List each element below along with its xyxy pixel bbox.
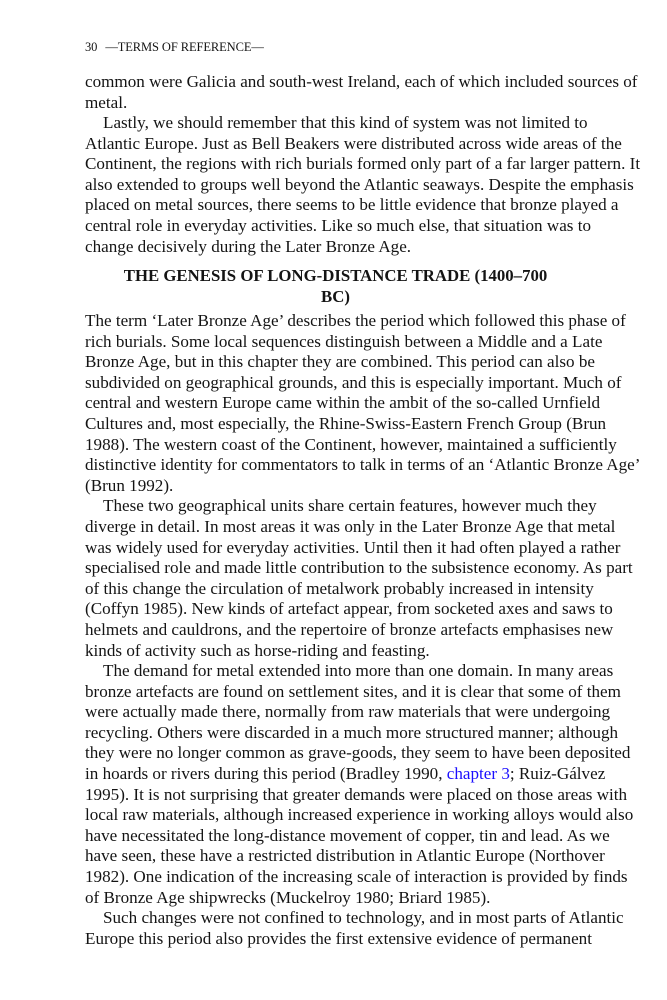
text-line: Europe this period also provides the first extensive evidence of permanent — [85, 928, 592, 948]
running-head — [85, 40, 264, 55]
text-line: diverge in detail. In most areas it was only in the Later Bronze Age that metal — [85, 516, 616, 536]
paragraph-continued — [85, 72, 638, 113]
text-line: local raw materials, although increased experience in working alloys would also — [85, 805, 634, 825]
text-line: distinctive identity for commentators to talk in terms of an ‘Atlantic Bronze Age’ — [85, 455, 641, 475]
chapter-3-link[interactable]: chapter 3 — [446, 764, 510, 784]
text-line-with-link — [85, 764, 606, 785]
text-line: Bronze Age, but in this chapter they are combined. This period can also be — [85, 352, 595, 372]
text-line: The demand for metal extended into more than one domain. In many areas — [103, 661, 614, 681]
text-line: bronze artefacts are found on settlement sites, and it is clear that some of them — [85, 681, 621, 701]
text-line: have necessitated the long-distance movement of copper, tin and lead. As we — [85, 825, 610, 845]
text-line: have seen, these have a restricted distribution in Atlantic Europe (Northover — [85, 846, 605, 866]
text-line: subdivided on geographical grounds, and this is especially important. Much of — [85, 372, 622, 392]
text-line: Continent, the regions with rich burials formed only part of a far larger pattern. It — [85, 154, 641, 174]
text-line: helmets and cauldrons, and the repertoire of bronze artefacts emphasises new — [85, 619, 614, 639]
text-line: rich burials. Some local sequences distinguish between a Middle and a Late — [85, 331, 603, 351]
page-number: 30 — [85, 40, 98, 54]
text-line: (Brun 1992). — [85, 475, 174, 495]
text-line: of Bronze Age shipwrecks (Muckelroy 1980; Briard 1985). — [85, 887, 491, 907]
paragraph-later-bronze-age — [85, 311, 641, 949]
text-line: kinds of activity such as horse-riding and feasting. — [85, 640, 430, 660]
text-line: These two geographical units share certain features, however much they — [103, 496, 597, 516]
text-line: they were no longer common as grave-goods, they seem to have been deposited — [85, 743, 631, 763]
text-line: 1988). The western coast of the Continent, however, maintained a sufficiently — [85, 434, 617, 454]
text-line: placed on metal sources, there seems to be little evidence that bronze played a — [85, 195, 619, 215]
text-line: change decisively during the Later Bronze Age. — [85, 236, 412, 256]
paragraph-lastly — [85, 113, 641, 257]
text-line: were actually made there, normally from raw materials that were undergoing — [85, 702, 611, 722]
text-line: central and western Europe came within the ambit of the so-called Urnfield — [85, 393, 600, 413]
section-heading — [85, 265, 586, 307]
text-line: recycling. Others were discarded in a much more structured manner; although — [85, 722, 619, 742]
text-line: was widely used for everyday activities. Until then it had often played a rather — [85, 537, 621, 557]
text-line: also extended to groups well beyond the Atlantic seaways. Despite the emphasis — [85, 174, 634, 194]
text-line: 1995). It is not surprising that greater demands were placed on those areas with — [85, 784, 628, 804]
text-line: metal. — [85, 92, 128, 112]
text-line: common were Galicia and south-west Ireland, each of which included sources of — [85, 72, 638, 91]
text-line: Cultures and, most especially, the Rhine-Swiss-Eastern French Group (Brun — [85, 413, 607, 433]
text-segment: in hoards or rivers during this period (Bradley 1990, — [85, 764, 447, 784]
text-line: 1982). One indication of the increasing scale of interaction is provided by finds — [85, 867, 628, 887]
text-line: Lastly, we should remember that this kind of system was not limited to — [103, 113, 588, 132]
text-line: of this change the circulation of metalwork probably increased in intensity — [85, 578, 594, 598]
text-line: specialised role and made little contribution to the subsistence economy. As part — [85, 558, 633, 578]
section-heading-line: BC) — [321, 287, 350, 306]
text-line: central role in everyday activities. Like so much else, that situation was to — [85, 215, 592, 235]
text-line: Atlantic Europe. Just as Bell Beakers were distributed across wide areas of the — [85, 133, 622, 153]
text-segment: ; Ruiz-Gálvez — [509, 764, 606, 784]
text-line: The term ‘Later Bronze Age’ describes the period which followed this phase of — [85, 311, 626, 330]
section-heading-line: THE GENESIS OF LONG-DISTANCE TRADE (1400–700 — [123, 266, 548, 285]
text-line: Such changes were not confined to technology, and in most parts of Atlantic — [103, 908, 624, 928]
running-head-title: —TERMS OF REFERENCE— — [105, 40, 264, 54]
text-line: (Coffyn 1985). New kinds of artefact appear, from socketed axes and saws to — [85, 599, 613, 619]
